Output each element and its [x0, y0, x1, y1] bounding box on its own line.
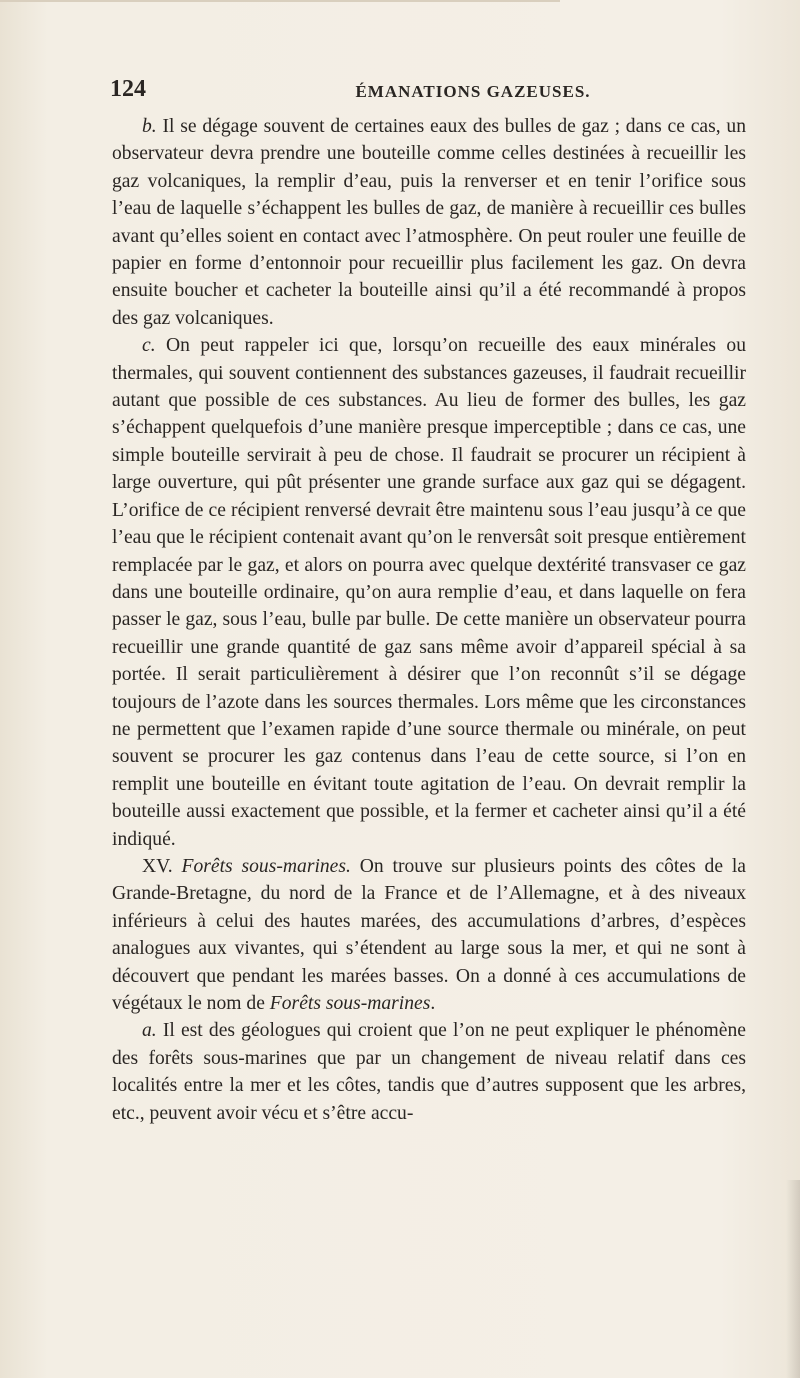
paragraph-text: Il est des géologues qui croient que l’on ne peut expliquer le phénomène des forêts sous-marines que par un changement de niveau relatif dans ces localités entre la mer et les côtes, tandis que d’autres supposent que les arbres, etc., peuvent avoir vécu et s’être accu- — [112, 1020, 746, 1124]
page-edge-shadow — [786, 1180, 800, 1378]
paragraph-label: b. — [142, 116, 157, 137]
top-edge-rule — [0, 0, 560, 2]
paragraph-c — [112, 332, 746, 853]
section-xv — [112, 853, 746, 1017]
paragraph-b — [112, 113, 746, 332]
paragraph-a — [112, 1017, 746, 1127]
paragraph-text-end: . — [430, 993, 436, 1014]
paragraph-label: c. — [142, 335, 156, 357]
page-header — [110, 76, 746, 106]
page-number: 124 — [110, 76, 146, 102]
running-head: ÉMANATIONS GAZEUSES. — [355, 82, 591, 101]
body-text — [112, 113, 746, 1127]
paragraph-text: On peut rappeler ici que, lorsqu’on recueille des eaux minérales ou thermales, qui souvent contiennent des substances gazeuses, il faudrait recueillir autant que possible de ces substances. Au lieu de former des bulles, les gaz s’échappent quelquefois d’une manière presque imperceptible ; dans ce cas, une simple bouteille servirait à peu de chose. Il faudrait se procurer un récipient à large ouverture, qui pût présenter une grande surface aux gaz qui se dégagent. L’orifice de ce récipient renversé devrait être maintenu sous l’eau jusqu’à ce que l’eau que le récipient contenait avant qu’on le renversât soit presque entièrement remplacée par le gaz, et alors on pourra avec quelque dextérité transvaser ce gaz dans une bouteille ordinaire, qu’on aura remplie d’eau, et dans laquelle on fera passer le gaz, sous l’eau, bulle par bulle. De cette manière un observateur pourra recueillir une grande quantité de gaz sans même avoir d’appareil spécial à sa portée. Il serait particulièrement à désirer que l’on reconnût s’il se dégage toujours de l’azote dans les sources thermales. Lors même que les circonstances ne permettent que l’examen rapide d’une source thermale ou minérale, on peut souvent se procurer les gaz contenus dans l’eau de cette source, si l’on en remplit une bouteille en évitant toute agitation de l’eau. On devrait remplir la bouteille aussi exactement que possible, et la fermer et cacheter ainsi qu’il a été indiqué. — [112, 335, 746, 850]
section-title: Forêts sous-marines. — [181, 855, 351, 877]
paragraph-text: Il se dégage souvent de certaines eaux des bulles de gaz ; dans ce cas, un observateur devra prendre une bouteille comme celles destinées à recueillir les gaz volcaniques, la remplir d’eau, puis la renverser et en tenir l’orifice sous l’eau de laquelle s’échappent les bulles de gaz, de manière à recueillir ces bulles avant qu’elles soient en contact avec l’atmosphère. On peut rouler une feuille de papier en forme d’entonnoir pour recueillir plus facilement les gaz. On devra ensuite boucher et cacheter la bouteille ainsi qu’il a été recommandé à propos des gaz volcaniques. — [112, 116, 746, 329]
paragraph-label: a. — [142, 1020, 157, 1042]
paragraph-text: On trouve sur plusieurs points des côtes de la Grande-Bretagne, du nord de la France et de l’Allemagne, et à des niveaux inférieurs à celui des hautes marées, des accumulations d’arbres, d’espèces analogues aux vivantes, qui s’étendent au large sous la mer, et qui ne sont à découvert que pendant les marées basses. On a donné à ces accumulations de végétaux le nom de — [112, 855, 746, 1014]
italic-term: Forêts sous-marines — [269, 993, 431, 1014]
section-number: XV. — [142, 855, 173, 877]
